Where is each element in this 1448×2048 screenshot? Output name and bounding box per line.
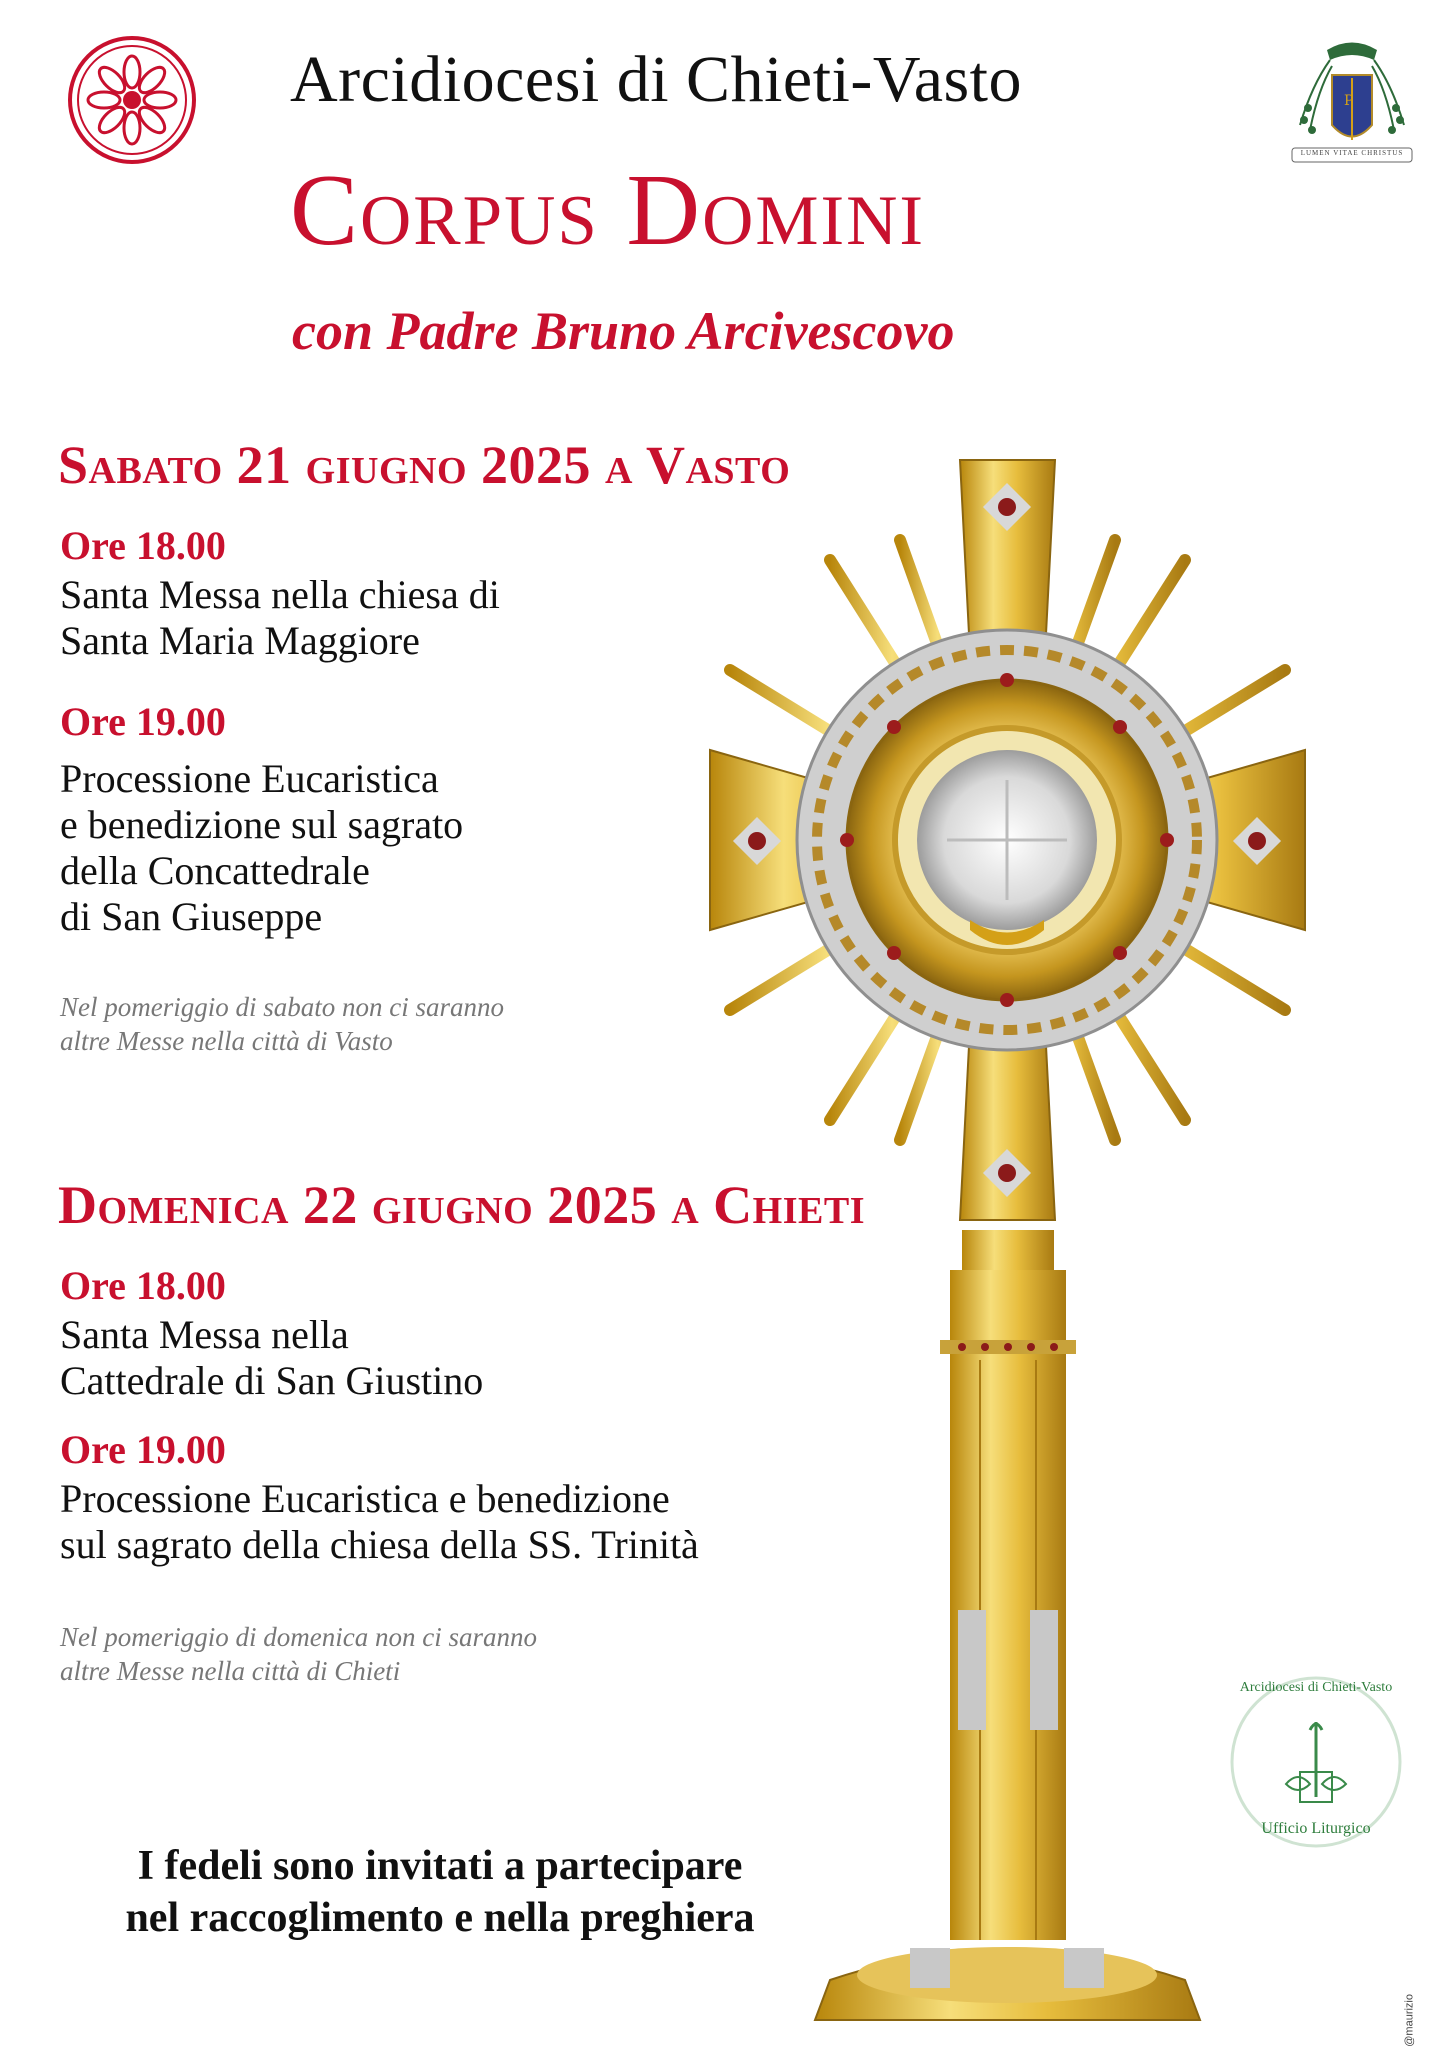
sunday-event-1-desc xyxy=(60,1312,483,1404)
subtitle: con Padre Bruno Arcivescovo xyxy=(292,301,955,361)
saturday-event-2-desc xyxy=(60,756,463,940)
header-title: Arcidiocesi di Chieti-Vasto xyxy=(290,43,1023,116)
liturgical-office-stamp xyxy=(1226,1672,1406,1852)
saturday-event-1-time: Ore 18.00 xyxy=(60,523,226,568)
desc-line: Processione Eucaristica e benedizione xyxy=(60,1476,670,1521)
desc-line: Processione Eucaristica xyxy=(60,756,439,801)
stamp-top-text: Arcidiocesi di Chieti-Vasto xyxy=(1239,1680,1393,1695)
invitation-text xyxy=(60,1840,820,1944)
sunday-event-2-time: Ore 19.00 xyxy=(60,1427,226,1472)
invite-line: nel raccoglimento e nella preghiera xyxy=(125,1895,755,1941)
svg-text:P: P xyxy=(1344,93,1354,109)
note-line: altre Messe nella città di Vasto xyxy=(60,1026,393,1056)
saturday-event-1-desc xyxy=(60,572,500,664)
coat-of-arms-motto: LUMEN VITAE CHRISTUS xyxy=(1300,149,1404,157)
sunday-note xyxy=(60,1620,537,1688)
note-line: Nel pomeriggio di domenica non ci saranno xyxy=(60,1622,537,1652)
saturday-note xyxy=(60,990,504,1058)
desc-line: Santa Maria Maggiore xyxy=(60,618,420,663)
main-title: Corpus Domini xyxy=(290,154,926,267)
artist-credit: @maurizio xyxy=(1404,1994,1416,2047)
desc-line: e benedizione sul sagrato xyxy=(60,802,464,847)
note-line: altre Messe nella città di Chieti xyxy=(60,1656,401,1686)
saturday-event-2-time: Ore 19.00 xyxy=(60,699,226,744)
desc-line: della Concattedrale xyxy=(60,848,370,893)
sunday-event-2-desc xyxy=(60,1476,699,1568)
note-line: Nel pomeriggio di sabato non ci saranno xyxy=(60,992,504,1022)
stamp-bottom-text: Ufficio Liturgico xyxy=(1261,1820,1371,1837)
desc-line: sul sagrato della chiesa della SS. Trinità xyxy=(60,1522,699,1567)
desc-line: Santa Messa nella xyxy=(60,1312,349,1357)
saturday-heading: Sabato 21 giugno 2025 a Vasto xyxy=(58,435,791,495)
desc-line: Cattedrale di San Giustino xyxy=(60,1358,484,1403)
coat-of-arms-icon xyxy=(1282,30,1422,180)
sunday-event-1-time: Ore 18.00 xyxy=(60,1263,226,1308)
invite-line: I fedeli sono invitati a partecipare xyxy=(137,1843,743,1889)
rose-window-logo xyxy=(62,30,202,170)
sunday-heading: Domenica 22 giugno 2025 a Chieti xyxy=(58,1175,865,1235)
desc-line: Santa Messa nella chiesa di xyxy=(60,572,500,617)
desc-line: di San Giuseppe xyxy=(60,894,323,939)
